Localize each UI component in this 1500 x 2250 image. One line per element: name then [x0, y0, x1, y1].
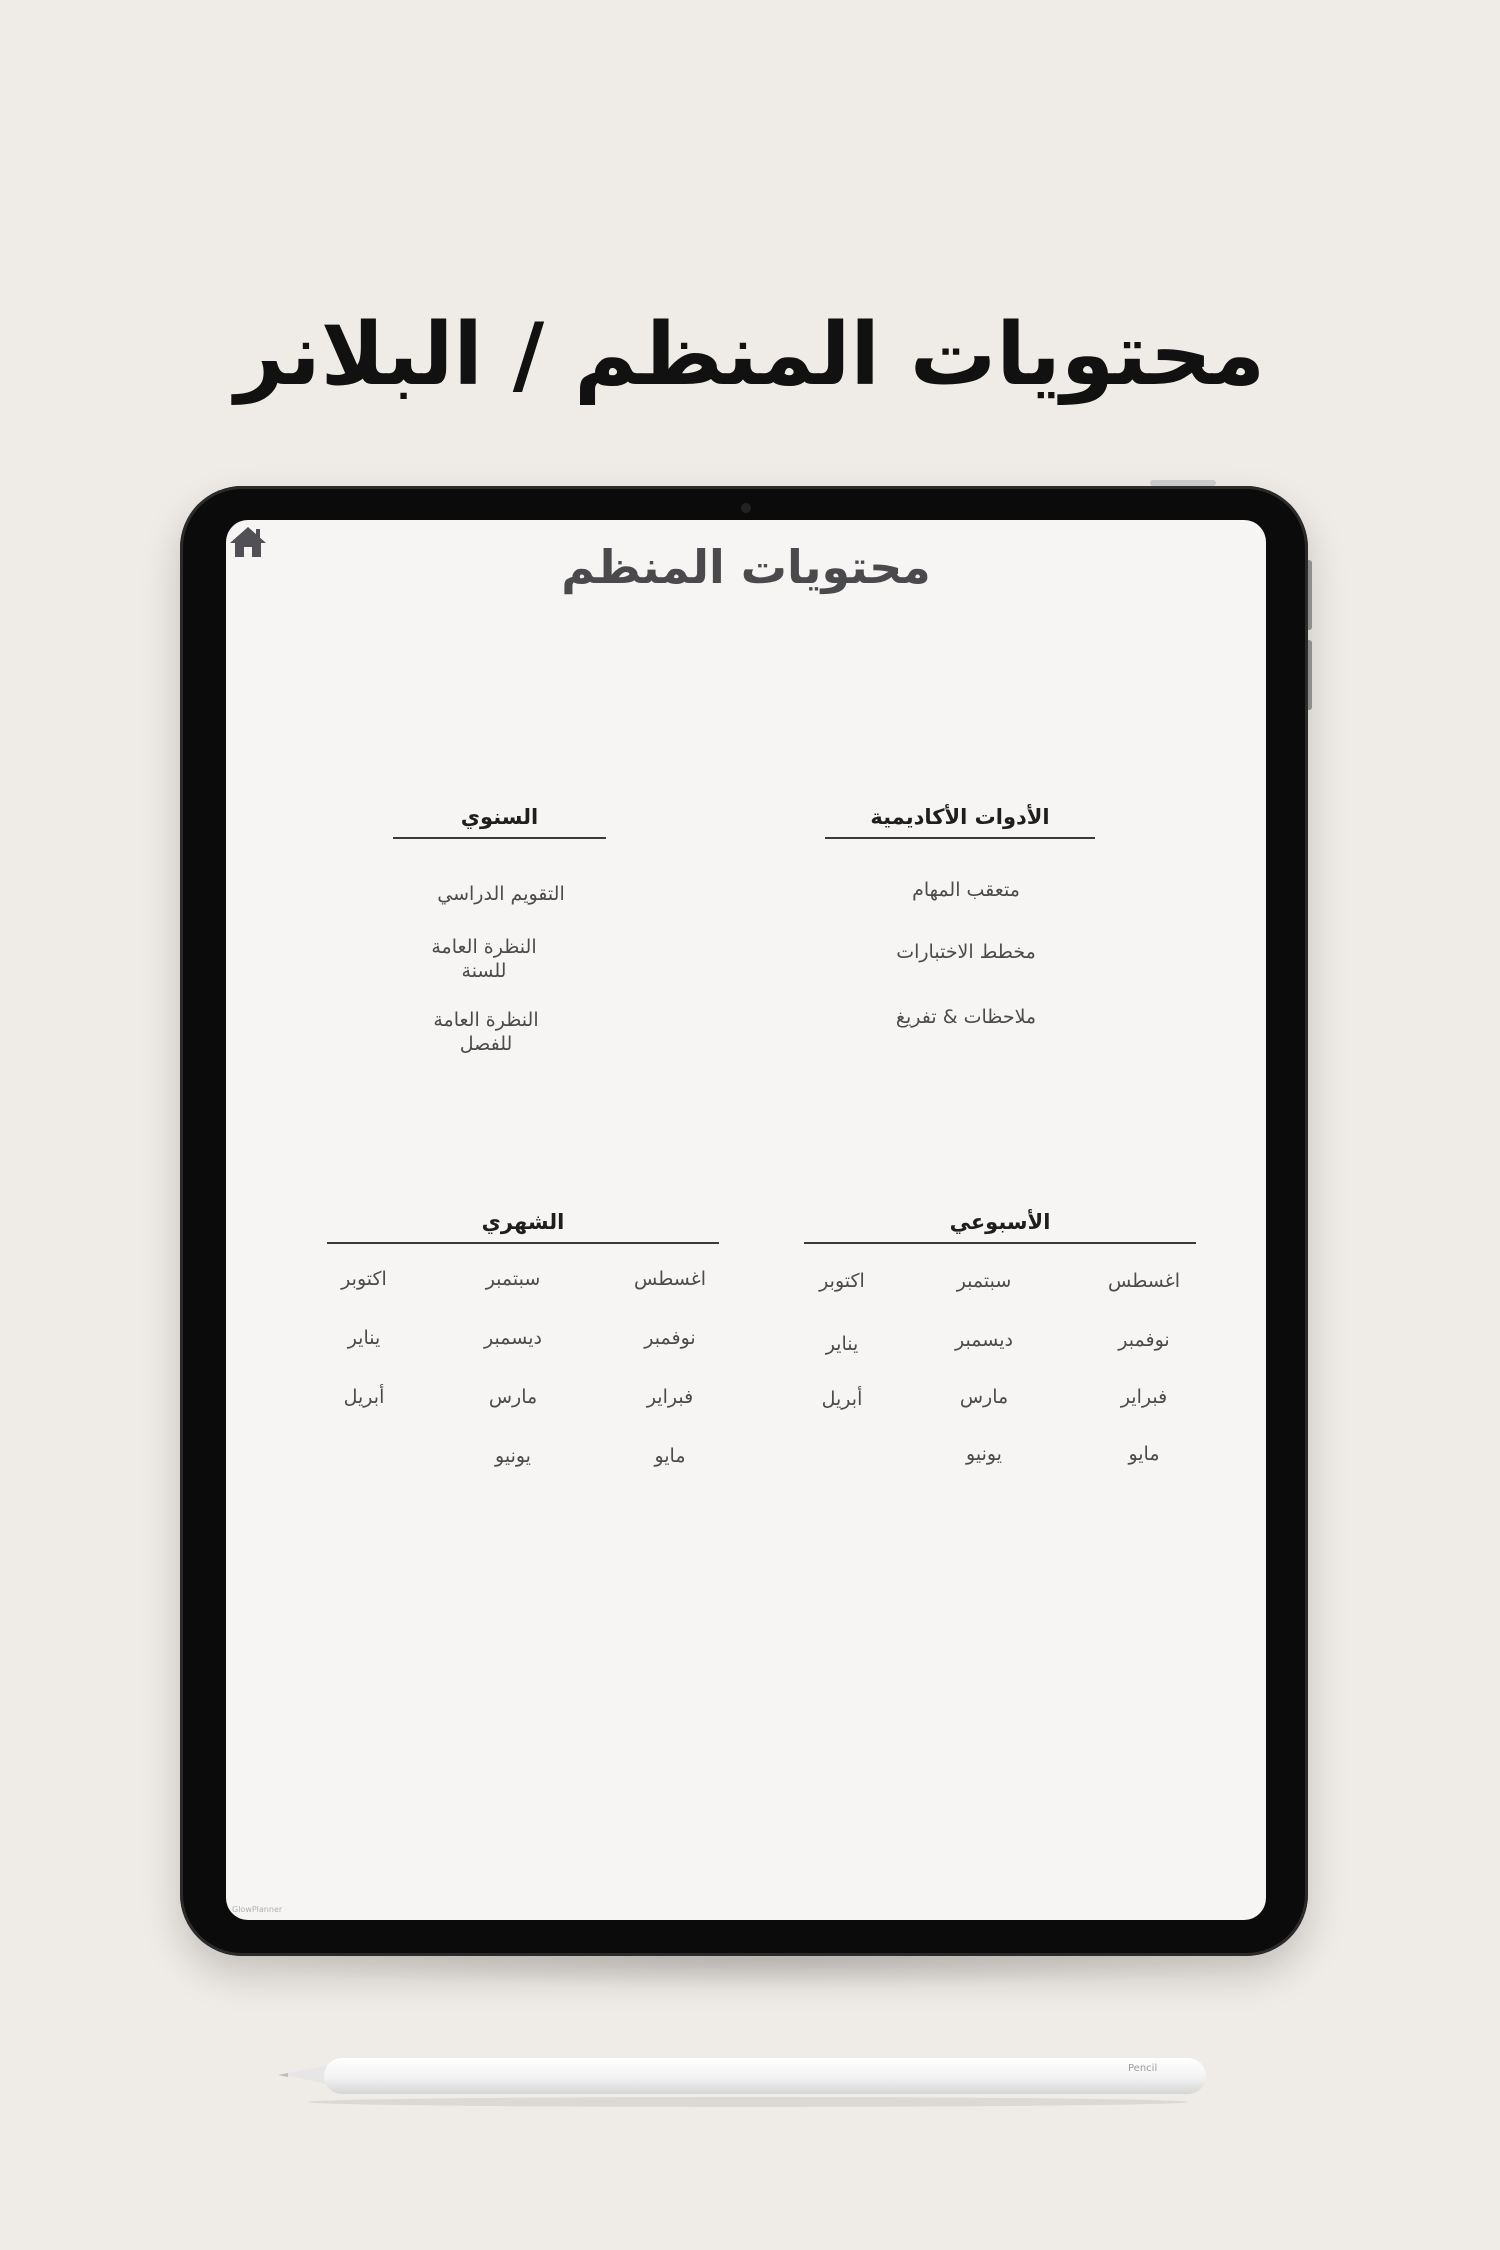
- academic-header: الأدوات الأكاديمية: [825, 805, 1095, 839]
- monthly-month-jan[interactable]: يناير: [347, 1327, 381, 1349]
- weekly-month-oct[interactable]: اكتوبر: [819, 1270, 865, 1292]
- monthly-month-aug[interactable]: اغسطس: [634, 1268, 706, 1290]
- weekly-month-aug[interactable]: اغسطس: [1108, 1270, 1180, 1292]
- monthly-month-oct[interactable]: اكتوبر: [341, 1268, 387, 1290]
- monthly-month-jun[interactable]: يونيو: [495, 1445, 531, 1467]
- monthly-header: الشهري: [327, 1210, 719, 1244]
- stylus-pencil: [278, 2050, 1208, 2108]
- weekly-month-apr[interactable]: أبريل: [821, 1388, 863, 1410]
- annual-item-calendar[interactable]: التقويم الدراسي: [437, 883, 565, 905]
- weekly-month-jan[interactable]: يناير: [825, 1333, 859, 1355]
- weekly-month-mar[interactable]: مارس: [959, 1386, 1009, 1408]
- weekly-month-feb[interactable]: فبراير: [1120, 1386, 1168, 1408]
- monthly-month-dec[interactable]: ديسمبر: [484, 1327, 542, 1349]
- annual-item-year-overview[interactable]: النظرة العامة للسنة: [431, 936, 537, 982]
- monthly-month-apr[interactable]: أبريل: [343, 1386, 385, 1408]
- weekly-header: الأسبوعي: [804, 1210, 1196, 1244]
- weekly-month-jun[interactable]: يونيو: [966, 1443, 1002, 1465]
- weekly-month-nov[interactable]: نوفمبر: [1118, 1329, 1170, 1351]
- weekly-month-sep[interactable]: سبتمبر: [956, 1270, 1012, 1292]
- weekly-month-may[interactable]: مايو: [1128, 1443, 1160, 1465]
- academic-item-task-tracker[interactable]: متعقب المهام: [912, 879, 1020, 901]
- weekly-month-dec[interactable]: ديسمبر: [955, 1329, 1013, 1351]
- monthly-month-nov[interactable]: نوفمبر: [644, 1327, 696, 1349]
- watermark: GlowPlanner: [232, 1905, 283, 1914]
- banner-title: محتويات المنظم / البلانر: [234, 305, 1266, 405]
- annual-item-term-overview[interactable]: النظرة العامة للفصل: [433, 1009, 539, 1055]
- monthly-month-mar[interactable]: مارس: [488, 1386, 538, 1408]
- camera-dot: [741, 503, 751, 513]
- monthly-month-sep[interactable]: سبتمبر: [485, 1268, 541, 1290]
- monthly-month-may[interactable]: مايو: [654, 1445, 686, 1467]
- academic-item-notes[interactable]: ملاحظات & تفريغ: [895, 1006, 1037, 1028]
- planner-screen: [226, 520, 1266, 1920]
- page-title: محتويات المنظم: [561, 540, 931, 594]
- monthly-month-feb[interactable]: فبراير: [646, 1386, 694, 1408]
- annual-header: السنوي: [393, 805, 606, 839]
- academic-item-exam-planner[interactable]: مخطط الاختبارات: [896, 941, 1036, 963]
- pencil-label: Pencil: [1128, 2063, 1158, 2074]
